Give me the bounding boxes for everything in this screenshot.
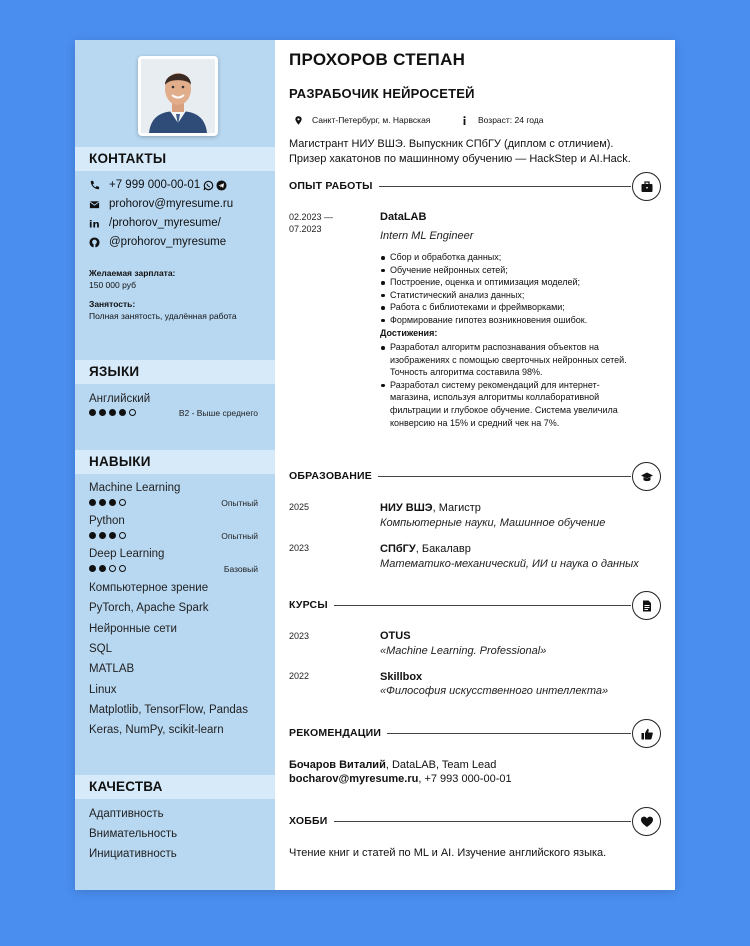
skills-heading: НАВЫКИ: [75, 450, 275, 474]
skill-name: Deep Learning: [89, 548, 165, 560]
course-name: «Философия искусственного интеллекта»: [380, 685, 609, 697]
level-dot: [109, 532, 116, 539]
level-dot: [119, 499, 126, 506]
course-name: «Machine Learning. Professional»: [380, 645, 547, 657]
skill-name: Machine Learning: [89, 482, 181, 494]
thumbs-up-icon: [632, 719, 661, 748]
level-dot: [89, 532, 96, 539]
profile-photo: [138, 56, 218, 136]
languages-heading: ЯЗЫКИ: [75, 360, 275, 384]
hobby-section-header: ХОББИ: [289, 807, 661, 837]
summary: Магистрант НИУ ВШЭ. Выпускник СПбГУ (диплом с отличием). Призер хакатонов по машинному обучению — HackStep и AI.Hack.: [289, 138, 631, 165]
experience-date: 02.2023 — 07.2023: [289, 212, 334, 234]
level-dot: [109, 499, 116, 506]
graduation-cap-icon: [632, 462, 661, 491]
level-dot: [89, 409, 96, 416]
level-dot: [99, 532, 106, 539]
linkedin-icon: [89, 218, 100, 229]
contact-github[interactable]: @prohorov_myresume: [89, 236, 226, 248]
experience-role: Intern ML Engineer: [380, 230, 474, 242]
sidebar: [75, 40, 275, 890]
contact-email[interactable]: prohorov@myresume.ru: [89, 198, 233, 210]
contacts-heading: КОНТАКТЫ: [75, 147, 275, 171]
education-section-header: ОБРАЗОВАНИЕ: [289, 462, 661, 492]
education-school: НИУ ВШЭ, Магистр: [380, 502, 481, 514]
info-icon: [463, 116, 466, 125]
skill-item: MATLAB: [89, 663, 135, 675]
education-year: 2025: [289, 502, 310, 512]
level-dot: [99, 565, 106, 572]
svg-text:in: in: [89, 219, 100, 229]
skill-name: Python: [89, 515, 125, 527]
quality-item: Инициативность: [89, 848, 177, 860]
phone-icon: [89, 180, 100, 191]
experience-section-header: ОПЫТ РАБОТЫ: [289, 172, 661, 202]
list-item: Обучение нейронных сетей;: [380, 264, 640, 277]
course-year: 2022: [289, 671, 310, 681]
skill-level: Опытный: [221, 531, 258, 541]
course-year: 2023: [289, 631, 310, 641]
quality-item: Внимательность: [89, 828, 178, 840]
skill-item: Keras, NumPy, scikit-learn: [89, 724, 224, 736]
level-dot: [89, 499, 96, 506]
recommender-email[interactable]: bocharov@myresume.ru: [289, 773, 419, 785]
resume-page: [75, 40, 675, 890]
level-dot: [99, 409, 106, 416]
employment-value: Полная занятость, удалённая работа: [89, 311, 237, 321]
skill-level: Базовый: [223, 564, 258, 574]
education-school: СПбГУ, Бакалавр: [380, 543, 471, 555]
skill-level-dots: [89, 499, 126, 506]
level-dot: [89, 565, 96, 572]
education-year: 2023: [289, 543, 310, 553]
list-item: Сбор и обработка данных;: [380, 251, 640, 264]
divider: [289, 605, 631, 606]
level-dot: [99, 499, 106, 506]
recommender: Бочаров Виталий, DataLAB, Team Lead: [289, 759, 497, 771]
language-level: B2 - Выше среднего: [178, 408, 258, 418]
skill-item: Нейронные сети: [89, 623, 177, 635]
qualities-heading: КАЧЕСТВА: [75, 775, 275, 799]
document-icon: [632, 591, 661, 620]
skill-item: Linux: [89, 684, 117, 696]
level-dot: [109, 409, 116, 416]
candidate-name: ПРОХОРОВ СТЕПАН: [289, 50, 466, 69]
salary-label: Желаемая зарплата:: [89, 268, 176, 278]
briefcase-icon: [632, 172, 661, 201]
level-dot: [109, 565, 116, 572]
achievements-label: Достижения:: [380, 328, 438, 338]
courses-section-header: КУРСЫ: [289, 591, 661, 621]
github-icon: [89, 237, 100, 248]
achievements-list: [380, 341, 630, 429]
salary-value: 150 000 руб: [89, 280, 136, 290]
skill-item: Matplotlib, TensorFlow, Pandas: [89, 704, 248, 716]
employment-label: Занятость:: [89, 299, 136, 309]
heart-icon: [632, 807, 661, 836]
contact-phone[interactable]: +7 999 000-00-01: [89, 179, 227, 191]
mail-icon: [89, 199, 100, 210]
list-item: Статистический анализ данных;: [380, 289, 640, 302]
location-icon: [295, 116, 302, 125]
level-dot: [129, 409, 136, 416]
skill-level-dots: [89, 565, 126, 572]
experience-company: DataLAB: [380, 211, 427, 223]
skill-item: SQL: [89, 643, 113, 655]
list-item: Построение, оценка и оптимизация моделей;: [380, 276, 640, 289]
telegram-icon[interactable]: [216, 180, 227, 191]
skill-item: Компьютерное зрение: [89, 582, 209, 594]
level-dot: [119, 532, 126, 539]
hobby-text: Чтение книг и статей по ML и AI. Изучение английского языка.: [289, 847, 607, 859]
language-name: Английский: [89, 393, 151, 405]
skill-level: Опытный: [221, 498, 258, 508]
duties-list: [380, 251, 640, 327]
recommendations-section-header: РЕКОМЕНДАЦИИ: [289, 719, 661, 749]
course-provider: Skillbox: [380, 671, 423, 683]
education-field: Математико-механический, ИИ и наука о данных: [380, 558, 639, 570]
skill-item: PyTorch, Apache Spark: [89, 602, 209, 614]
course-provider: OTUS: [380, 630, 411, 642]
location: Санкт-Петербург, м. Нарвская: [295, 115, 430, 125]
candidate-position: РАЗРАБОЧИК НЕЙРОСЕТЕЙ: [289, 86, 475, 101]
list-item: Формирование гипотез возникновения ошибок.: [380, 314, 640, 327]
contact-linkedin[interactable]: in /prohorov_myresume/: [89, 217, 221, 229]
list-item: Разработал алгоритм распознавания объектов на изображениях с помощью сверточных нейронных сетей. Точность алгоритма составила 98%.: [380, 341, 630, 379]
level-dot: [119, 409, 126, 416]
age: Возраст: 24 года: [463, 115, 543, 125]
list-item: Работа с библиотеками и фреймворками;: [380, 301, 640, 314]
recommender-contacts: bocharov@myresume.ru, +7 993 000-00-01: [289, 773, 512, 785]
list-item: Разработал систему рекомендаций для интернет-магазина, используя алгоритмы коллаборативной фильтрации и глубокое обучение. Система увеличила конверсию на 15% и средний чек на 7%.: [380, 379, 630, 429]
education-field: Компьютерные науки, Машинное обучение: [380, 517, 606, 529]
level-dot: [119, 565, 126, 572]
skill-level-dots: [89, 532, 126, 539]
whatsapp-icon[interactable]: [203, 180, 214, 191]
quality-item: Адаптивность: [89, 808, 164, 820]
divider: [289, 821, 631, 822]
language-level-dots: [89, 409, 136, 416]
